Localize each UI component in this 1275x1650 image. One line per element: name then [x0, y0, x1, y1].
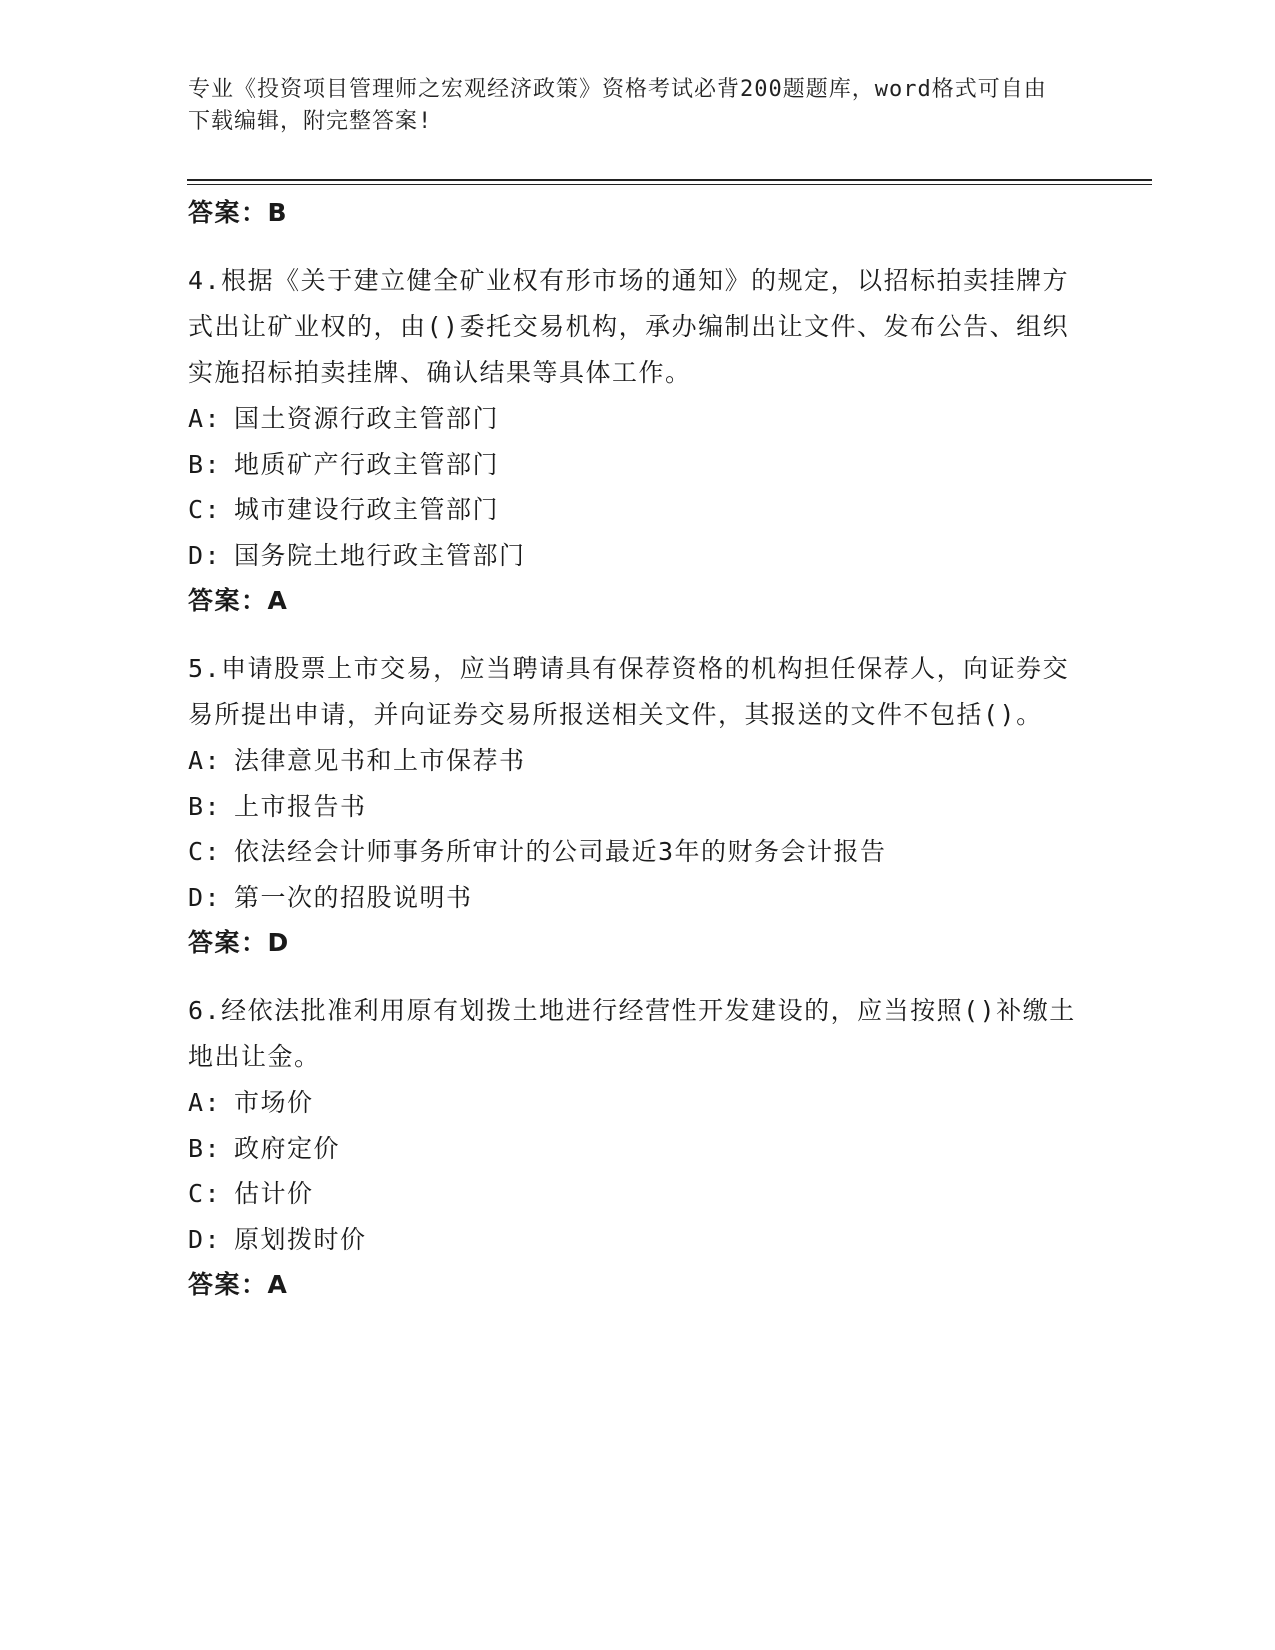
- option-text: 政府定价: [234, 1133, 341, 1163]
- option-b: [188, 442, 1088, 488]
- option-d: [188, 875, 1088, 921]
- question-stem: 4.根据《关于建立健全矿业权有形市场的通知》的规定，以招标拍卖挂牌方式出让矿业权的，由()委托交易机构，承办编制出让文件、发布公告、组织实施招标拍卖挂牌、确认结果等具体工作。: [188, 266, 1070, 387]
- option-text: 市场价: [234, 1088, 314, 1117]
- option-a: [188, 1080, 1088, 1126]
- question-list: [188, 190, 1088, 1330]
- option-text: 城市建设行政主管部门: [234, 495, 500, 524]
- option-label: C:: [188, 1179, 222, 1208]
- option-text: 地质矿产行政主管部门: [234, 449, 500, 479]
- option-text: 原划拨时价: [234, 1224, 367, 1254]
- option-d: [188, 1217, 1088, 1263]
- option-label: B:: [188, 791, 222, 821]
- option-label: D:: [188, 1224, 222, 1254]
- option-text: 国土资源行政主管部门: [234, 404, 500, 433]
- header-divider-thick: [187, 179, 1152, 181]
- option-text: 上市报告书: [234, 791, 367, 821]
- option-a: [188, 738, 1088, 784]
- option-b: [188, 1126, 1088, 1172]
- answer-line: 答案：D: [188, 928, 290, 957]
- answer-line: 答案：B: [188, 198, 289, 227]
- option-d: [188, 533, 1088, 579]
- question-item: [188, 646, 1088, 966]
- question-item: [188, 258, 1088, 624]
- option-label: D:: [188, 540, 222, 570]
- option-text: 估计价: [234, 1179, 314, 1208]
- question-stem: 5.申请股票上市交易，应当聘请具有保荐资格的机构担任保荐人，向证券交易所提出申请，并向证券交易所报送相关文件，其报送的文件不包括()。: [188, 654, 1070, 729]
- option-c: [188, 829, 1088, 875]
- option-a: [188, 396, 1088, 442]
- option-label: A:: [188, 404, 222, 433]
- page-header: 专业《投资项目管理师之宏观经济政策》资格考试必背200题题库，word格式可自由下载编辑，附完整答案!: [188, 77, 1047, 134]
- option-c: [188, 487, 1088, 533]
- option-text: 第一次的招股说明书: [234, 882, 473, 912]
- header-divider-thin: [187, 184, 1152, 185]
- option-text: 依法经会计师事务所审计的公司最近3年的财务会计报告: [234, 837, 887, 866]
- option-label: A:: [188, 746, 222, 775]
- answer-line: 答案：A: [188, 1270, 289, 1299]
- option-text: 国务院土地行政主管部门: [234, 540, 526, 570]
- answer-line: 答案：A: [188, 586, 289, 615]
- question-item: [188, 988, 1088, 1308]
- option-label: B:: [188, 1133, 222, 1163]
- option-label: C:: [188, 495, 222, 524]
- question-stem: 6.经依法批准利用原有划拨土地进行经营性开发建设的，应当按照()补缴土地出让金。: [188, 996, 1076, 1071]
- option-text: 法律意见书和上市保荐书: [234, 746, 526, 775]
- option-b: [188, 784, 1088, 830]
- option-label: D:: [188, 882, 222, 912]
- option-c: [188, 1171, 1088, 1217]
- option-label: C:: [188, 837, 222, 866]
- option-label: B:: [188, 449, 222, 479]
- option-label: A:: [188, 1088, 222, 1117]
